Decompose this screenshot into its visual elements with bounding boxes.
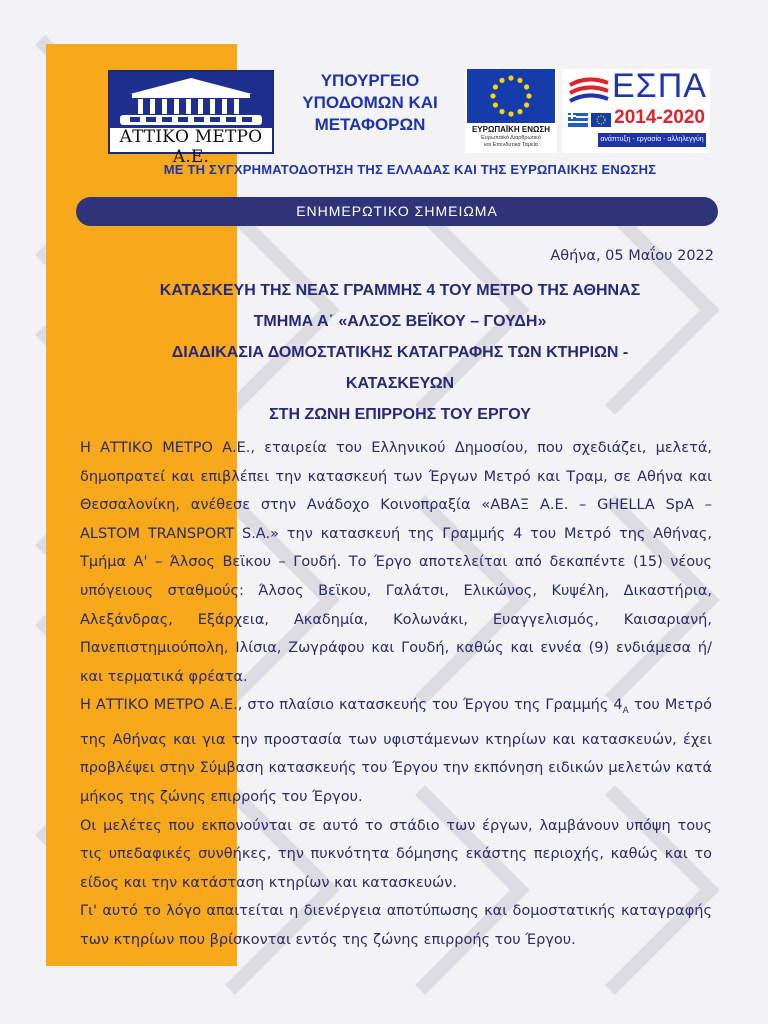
paragraph-2 [80, 691, 712, 811]
document-date: Αθήνα, 05 Μαΐου 2022 [550, 248, 714, 264]
logo-company-name: ΑΤΤΙΚΟ ΜΕΤΡΟ Α.Ε. [119, 127, 263, 167]
eu-name-label: ΕΥΡΩΠΑΪΚΗ ΕΝΩΣΗ [471, 125, 551, 134]
ministry-line-1: ΥΠΟΥΡΓΕΙΟ [320, 71, 420, 90]
paragraph-4: Γι' αυτό το λόγο απαιτείται η διενέργεια αποτύπωσης και δομοστατικής καταγραφής των κτηρίων που βρίσκονται εντός της ζώνης επιρροής του Έργου. [80, 903, 712, 948]
attiko-metro-logo [108, 70, 274, 167]
logo-building-graphic [110, 72, 272, 128]
paragraph-3: Οι μελέτες που εκπονούνται σε αυτό το στάδιο των έργων, λαμβάνουν υπόψη τους τις υπεδαφικές συνθήκες, την πυκνότητα δόμησης εκάστης περιοχής, καθώς και το είδος και την κατάσταση κτηρίων και κατασκευών. [80, 817, 712, 891]
paragraph-2-text-b: του Μετρό της Αθήνας και για την προστασία των υφιστάμενων κτηρίων και κατασκευών, έχει προβλέψει στην Σύμβαση κατασκευής του Έργου την εκπόνηση ειδικών μελετών κατά μήκος της ζώνης επιρροής του Έργου. [80, 697, 712, 806]
eu-sub-line-1: Ευρωπαϊκό Διαρθρωτικό [481, 135, 541, 141]
paragraph-2-text-a: Η ΑΤΤΙΚΟ ΜΕΤΡΟ Α.Ε., στο πλαίσιο κατασκευής του Έργου της Γραμμής 4 [80, 697, 623, 714]
body-text [80, 434, 712, 955]
heading-line-3: ΔΙΑΔΙΚΑΣΙΑ ΔΟΜΟΣΤΑΤΙΚΗΣ ΚΑΤΑΓΡΑΦΗΣ ΤΩΝ ΚΤΗΡΙΩΝ - [171, 344, 629, 361]
eu-logo [465, 69, 557, 153]
heading-line-4: ΚΑΤΑΣΚΕΥΩΝ [345, 375, 455, 392]
heading-line-1: ΚΑΤΑΣΚΕΥΗ ΤΗΣ ΝΕΑΣ ΓΡΑΜΜΗΣ 4 ΤΟΥ ΜΕΤΡΟ ΤΗΣ ΑΘΗΝΑΣ [159, 282, 641, 299]
espa-tagline: ανάπτυξη - εργασία - αλληλεγγύη [598, 133, 706, 147]
espa-swoosh-icon [566, 75, 610, 109]
eu-sub-label [465, 135, 557, 148]
eu-flag-icon [467, 69, 555, 123]
cofunding-statement: ΜΕ ΤΗ ΣΥΓΧΡΗΜΑΤΟΔΟΤΗΣΗ ΤΗΣ ΕΛΛΑΔΑΣ ΚΑΙ ΤΗΣ ΕΥΡΩΠΑΙΚΗΣ ΕΝΩΣΗΣ [163, 162, 657, 177]
ministry-line-2: ΥΠΟΔΟΜΩΝ ΚΑΙ [302, 93, 438, 112]
paragraph-1: Η ΑΤΤΙΚΟ ΜΕΤΡΟ Α.Ε., εταιρεία του Ελληνικού Δημοσίου, που σχεδιάζει, μελετά, δημοπρατεί και επιβλέπει την κατασκευή των Έργων Μετρό και Τραμ, σε Αθήνα και Θεσσαλονίκη, ανέθεσε στην Ανάδοχο Κοινοπραξία «ΑΒΑΞ Α.Ε. – GHELLA SpA – ALSTOM TRANSPORT S.A.» την κατασκευή της Γραμμής 4 του Μετρό της Αθήνας, Τμήμα Α' – Άλσος Βεϊκου – Γουδή. Το Έργο αποτελείται από δεκαπέντε (15) νέους υπόγειους σταθμούς: Άλσος Βεϊκου, Γαλάτσι, Ελικώνος, Κυψέλη, Δικαστήρια, Αλεξάνδρας, Εξάρχεια, Ακαδημία, Κολωνάκι, Ευαγγελισμός, Καισαριανή, Πανεπιστημιούπολη, Ιλίσια, Ζωγράφου και Γουδή, καθώς και εννέα (9) ενδιάμεσα ή/και τερματικά φρέατα. [80, 440, 712, 685]
espa-title: ΕΣΠΑ [612, 67, 707, 105]
espa-logo [562, 69, 710, 153]
heading-line-2: ΤΜΗΜΑ Α΄ «ΑΛΣΟΣ ΒΕΪΚΟΥ – ΓΟΥΔΗ» [253, 313, 547, 330]
espa-years: 2014-2020 [614, 107, 705, 128]
ministry-line-3: ΜΕΤΑΦΟΡΩΝ [314, 115, 426, 134]
heading-line-5: ΣΤΗ ΖΩΝΗ ΕΠΙΡΡΟΗΣ ΤΟΥ ΕΡΓΟΥ [269, 406, 531, 423]
ministry-title [282, 70, 458, 136]
press-release-banner: ΕΝΗΜΕΡΩΤΙΚΟ ΣΗΜΕΙΩΜΑ [76, 197, 718, 226]
paragraph-2-subscript: Α [622, 706, 629, 717]
eu-sub-line-2: και Επενδυτικά Ταμεία [484, 141, 538, 148]
